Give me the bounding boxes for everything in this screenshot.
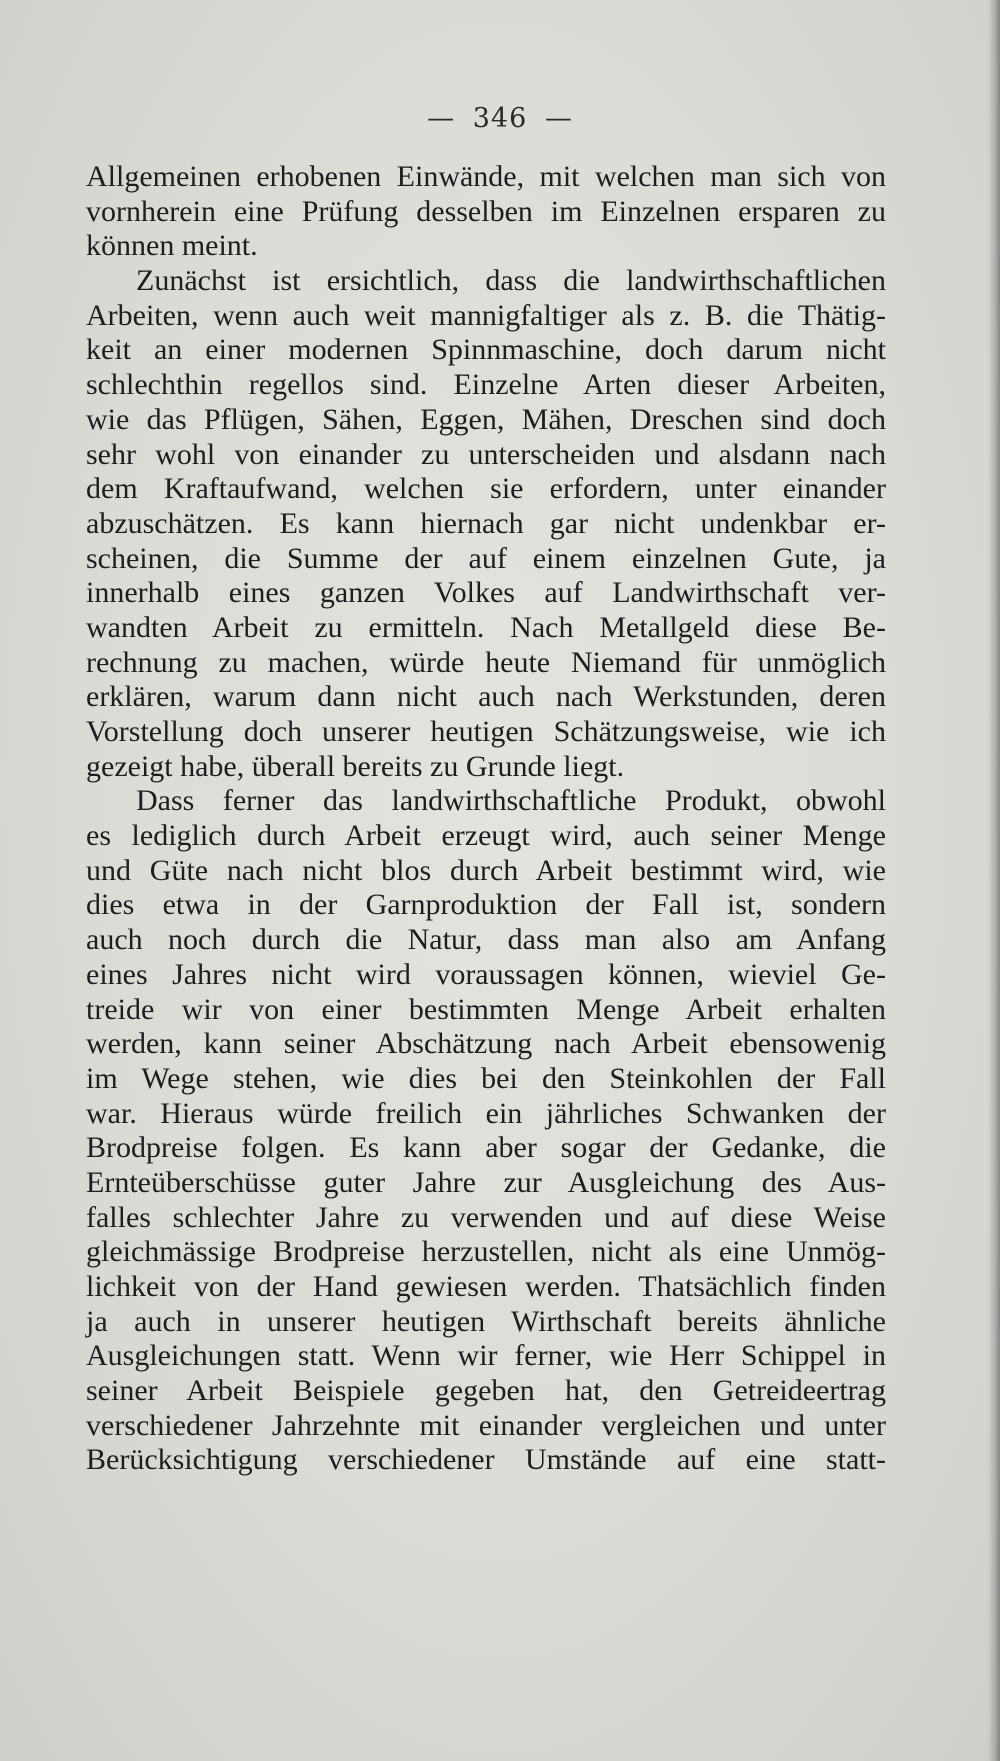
text-line: erklären, warum dann nicht auch nach Werkstunden, deren <box>86 680 886 714</box>
text-line: abzuschätzen. Es kann hiernach gar nicht undenkbar er- <box>86 506 886 540</box>
text-line: Arbeiten, wenn auch weit mannigfaltiger als z. B. die Thätig- <box>86 298 886 332</box>
text-line: dies etwa in der Garnproduktion der Fall ist, sondern <box>86 888 886 922</box>
body-text <box>86 160 886 1478</box>
text-line: Brodpreise folgen. Es kann aber sogar der Gedanke, die <box>86 1131 886 1165</box>
text-line: scheinen, die Summe der auf einem einzelnen Gute, ja <box>86 541 886 575</box>
text-line: lichkeit von der Hand gewiesen werden. Thatsächlich finden <box>86 1270 886 1303</box>
text-line: verschiedener Jahrzehnte mit einander vergleichen und unter <box>86 1408 886 1442</box>
text-line: Zunächst ist ersichtlich, dass die landwirthschaftlichen <box>136 264 886 298</box>
text-line: falles schlechter Jahre zu verwenden und auf diese Weise <box>86 1200 886 1234</box>
page-number: — 346 — <box>427 103 573 134</box>
text-line: Ernteüberschüsse guter Jahre zur Ausgleichung des Aus- <box>86 1165 886 1199</box>
text-line: es lediglich durch Arbeit erzeugt wird, auch seiner Menge <box>86 819 886 853</box>
text-line: Berücksichtigung verschiedener Umstände auf eine statt- <box>86 1443 886 1477</box>
text-line: eines Jahres nicht wird voraussagen können, wieviel Ge- <box>86 957 886 991</box>
text-line: dem Kraftaufwand, welchen sie erfordern, unter einander <box>86 472 886 506</box>
text-line: wandten Arbeit zu ermitteln. Nach Metallgeld diese Be- <box>86 610 886 644</box>
text-line: Ausgleichungen statt. Wenn wir ferner, wie Herr Schippel in <box>86 1339 886 1373</box>
text-line: innerhalb eines ganzen Volkes auf Landwirthschaft ver- <box>86 576 886 610</box>
text-line: und Güte nach nicht blos durch Arbeit bestimmt wird, wie <box>86 853 886 887</box>
text-line: im Wege stehen, wie dies bei den Steinkohlen der Fall <box>86 1061 886 1095</box>
text-line: treide wir von einer bestimmten Menge Arbeit erhalten <box>86 992 886 1026</box>
text-line: ja auch in unserer heutigen Wirthschaft bereits ähnliche <box>86 1304 886 1338</box>
text-line: vornherein eine Prüfung desselben im Einzelnen ersparen zu <box>86 194 886 228</box>
text-line: schlechthin regellos sind. Einzelne Arten dieser Arbeiten, <box>86 368 886 402</box>
text-line: Allgemeinen erhobenen Einwände, mit welchen man sich von <box>86 160 886 193</box>
text-line: Vorstellung doch unserer heutigen Schätzungsweise, wie ich <box>86 715 886 748</box>
text-line: sehr wohl von einander zu unterscheiden und alsdann nach <box>86 437 886 471</box>
text-line: rechnung zu machen, würde heute Niemand für unmöglich <box>86 645 886 679</box>
text-line: gezeigt habe, überall bereits zu Grunde liegt. <box>86 749 625 783</box>
text-line: auch noch durch die Natur, dass man also am Anfang <box>86 923 886 957</box>
text-line: wie das Pflügen, Sähen, Eggen, Mähen, Dreschen sind doch <box>86 402 886 436</box>
text-line: seiner Arbeit Beispiele gegeben hat, den Getreideertrag <box>86 1374 886 1408</box>
text-line: können meint. <box>86 229 258 263</box>
text-line: werden, kann seiner Abschätzung nach Arbeit ebensowenig <box>86 1027 886 1061</box>
text-line: war. Hieraus würde freilich ein jährliches Schwanken der <box>86 1096 886 1130</box>
page-edge-shadow <box>988 0 1000 1761</box>
text-line: Dass ferner das landwirthschaftliche Produkt, obwohl <box>136 784 886 818</box>
text-line: keit an einer modernen Spinnmaschine, doch darum nicht <box>86 333 886 367</box>
text-line: gleichmässige Brodpreise herzustellen, nicht als eine Unmög- <box>86 1235 886 1269</box>
